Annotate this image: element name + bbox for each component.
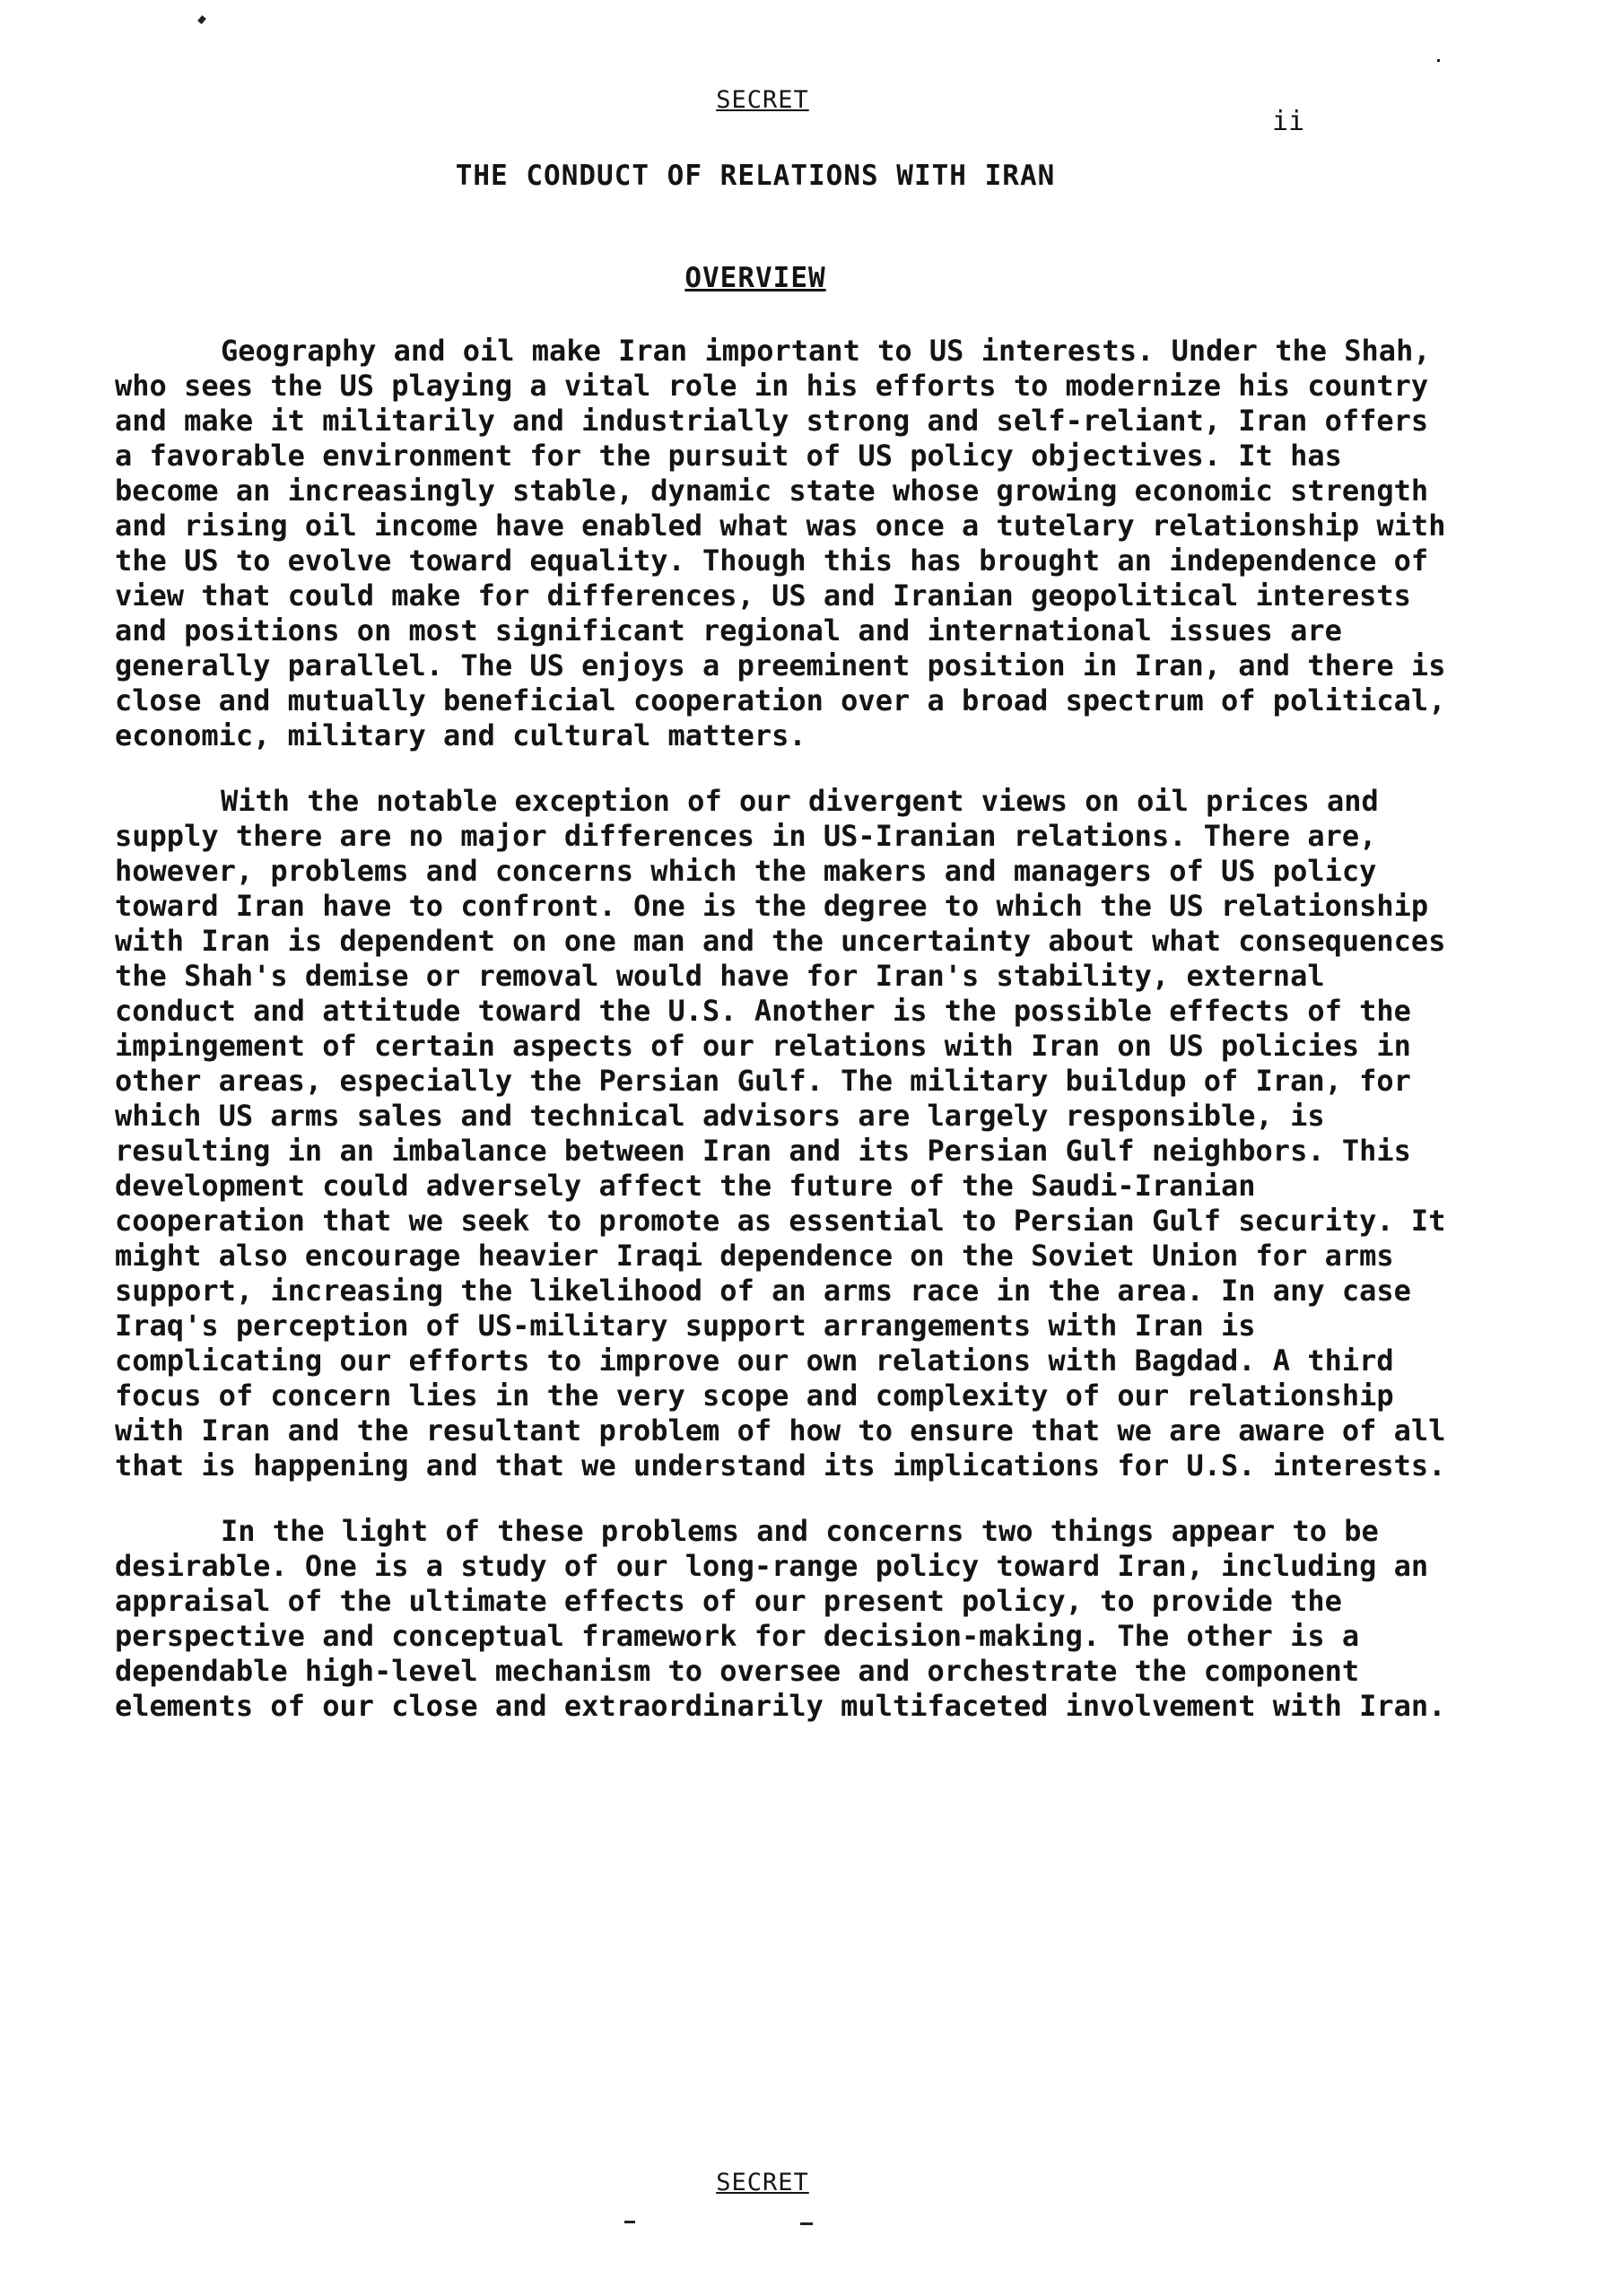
scan-speck — [624, 2221, 635, 2223]
classification-marking-bottom: SECRET — [716, 2169, 809, 2196]
scan-speck — [1437, 59, 1440, 62]
scan-speck — [800, 2222, 813, 2225]
paragraph-3: In the light of these problems and concerns two things appear to be desirable. One is a study of our long-range policy toward Iran, including an appraisal of the ultimate effects of our present policy, to provide the perspective and conceptual framework for decision-making. The other is a dependable high-level mechanism to oversee and orchestrate the component elements of our close and extraordinarily multifaceted involvement with Iran. — [115, 1514, 1446, 1723]
scan-speck — [197, 15, 206, 24]
classification-marking-top: SECRET — [716, 86, 809, 114]
document-body — [115, 334, 1463, 1754]
page-number: ii — [1272, 106, 1305, 137]
section-heading: OVERVIEW — [684, 262, 826, 294]
paragraph-1: Geography and oil make Iran important to US interests. Under the Shah, who sees the US playing a vital role in his efforts to modernize his country and make it militarily and industrially strong and self-reliant, Iran offers a favorable environment for the pursuit of US policy objectives. It has become an increasingly stable, dynamic state whose growing economic strength and rising oil income have enabled what was once a tutelary relationship with the US to evolve toward equality. Though this has brought an independence of view that could make for differences, US and Iranian geopolitical interests and positions on most significant regional and international issues are generally parallel. The US enjoys a preeminent position in Iran, and there is close and mutually beneficial cooperation over a broad spectrum of political, economic, military and cultural matters. — [115, 334, 1463, 752]
paragraph-2: With the notable exception of our divergent views on oil prices and supply there are no major differences in US-Iranian relations. There are, however, problems and concerns which the makers and managers of US policy toward Iran have to confront. One is the degree to which the US relationship with Iran is dependent on one man and the uncertainty about what consequences the Shah's demise or removal would have for Iran's stability, external conduct and attitude toward the U.S. Another is the possible effects of the impingement of certain aspects of our relations with Iran on US policies in other areas, especially the Persian Gulf. The military buildup of Iran, for which US arms sales and technical advisors are largely responsible, is resulting in an imbalance between Iran and its Persian Gulf neighbors. This development could adversely affect the future of the Saudi-Iranian cooperation that we seek to promote as essential to Persian Gulf security. It might also encourage heavier Iraqi dependence on the Soviet Union for arms support, increasing the likelihood of an arms race in the area. In any case Iraq's perception of US-military support arrangements with Iran is complicating our efforts to improve our own relations with Bagdad. A third focus of concern lies in the very scope and complexity of our relationship with Iran and the resultant problem of how to ensure that we are aware of all that is happening and that we understand its implications for U.S. interests. — [115, 784, 1463, 1483]
document-title: THE CONDUCT OF RELATIONS WITH IRAN — [455, 160, 1056, 192]
